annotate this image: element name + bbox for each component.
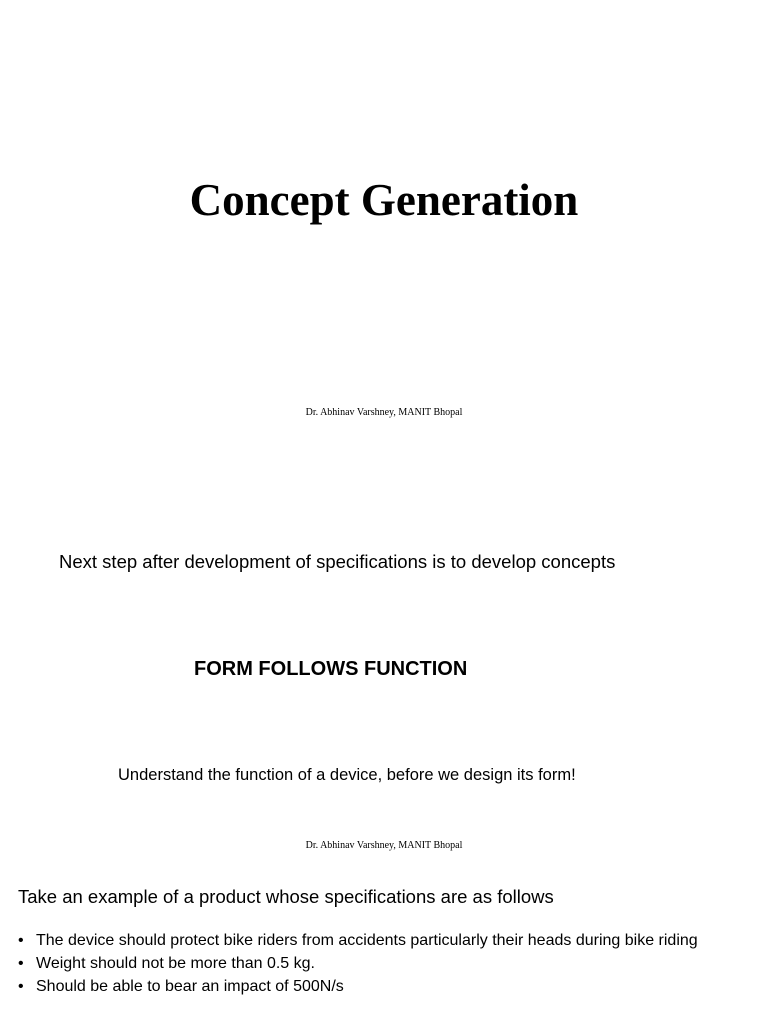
bullet-icon: • — [18, 932, 24, 949]
bullet-icon: • — [18, 978, 24, 995]
slide-3 — [0, 866, 768, 1024]
intro-text: Next step after development of specifications is to develop concepts — [59, 551, 616, 572]
list-item — [18, 953, 738, 975]
slide-1 — [0, 0, 768, 433]
principle-explanation: Understand the function of a device, before we design its form! — [118, 766, 576, 784]
bullet-icon: • — [18, 955, 24, 972]
specification-list — [18, 930, 738, 999]
slide-title: Concept Generation — [189, 175, 579, 225]
list-item-text: The device should protect bike riders from accidents particularly their heads during bike riding — [36, 932, 698, 949]
slide-heading: Take an example of a product whose specifications are as follows — [18, 886, 554, 907]
list-item-text: Weight should not be more than 0.5 kg. — [36, 955, 315, 972]
list-item — [18, 930, 738, 952]
list-item — [18, 976, 738, 998]
slide-footer: Dr. Abhinav Varshney, MANIT Bhopal — [305, 840, 463, 851]
key-principle: FORM FOLLOWS FUNCTION — [194, 658, 468, 680]
slide-2 — [0, 433, 768, 866]
list-item-text: Should be able to bear an impact of 500N/s — [36, 978, 344, 995]
slide-footer: Dr. Abhinav Varshney, MANIT Bhopal — [305, 407, 463, 418]
